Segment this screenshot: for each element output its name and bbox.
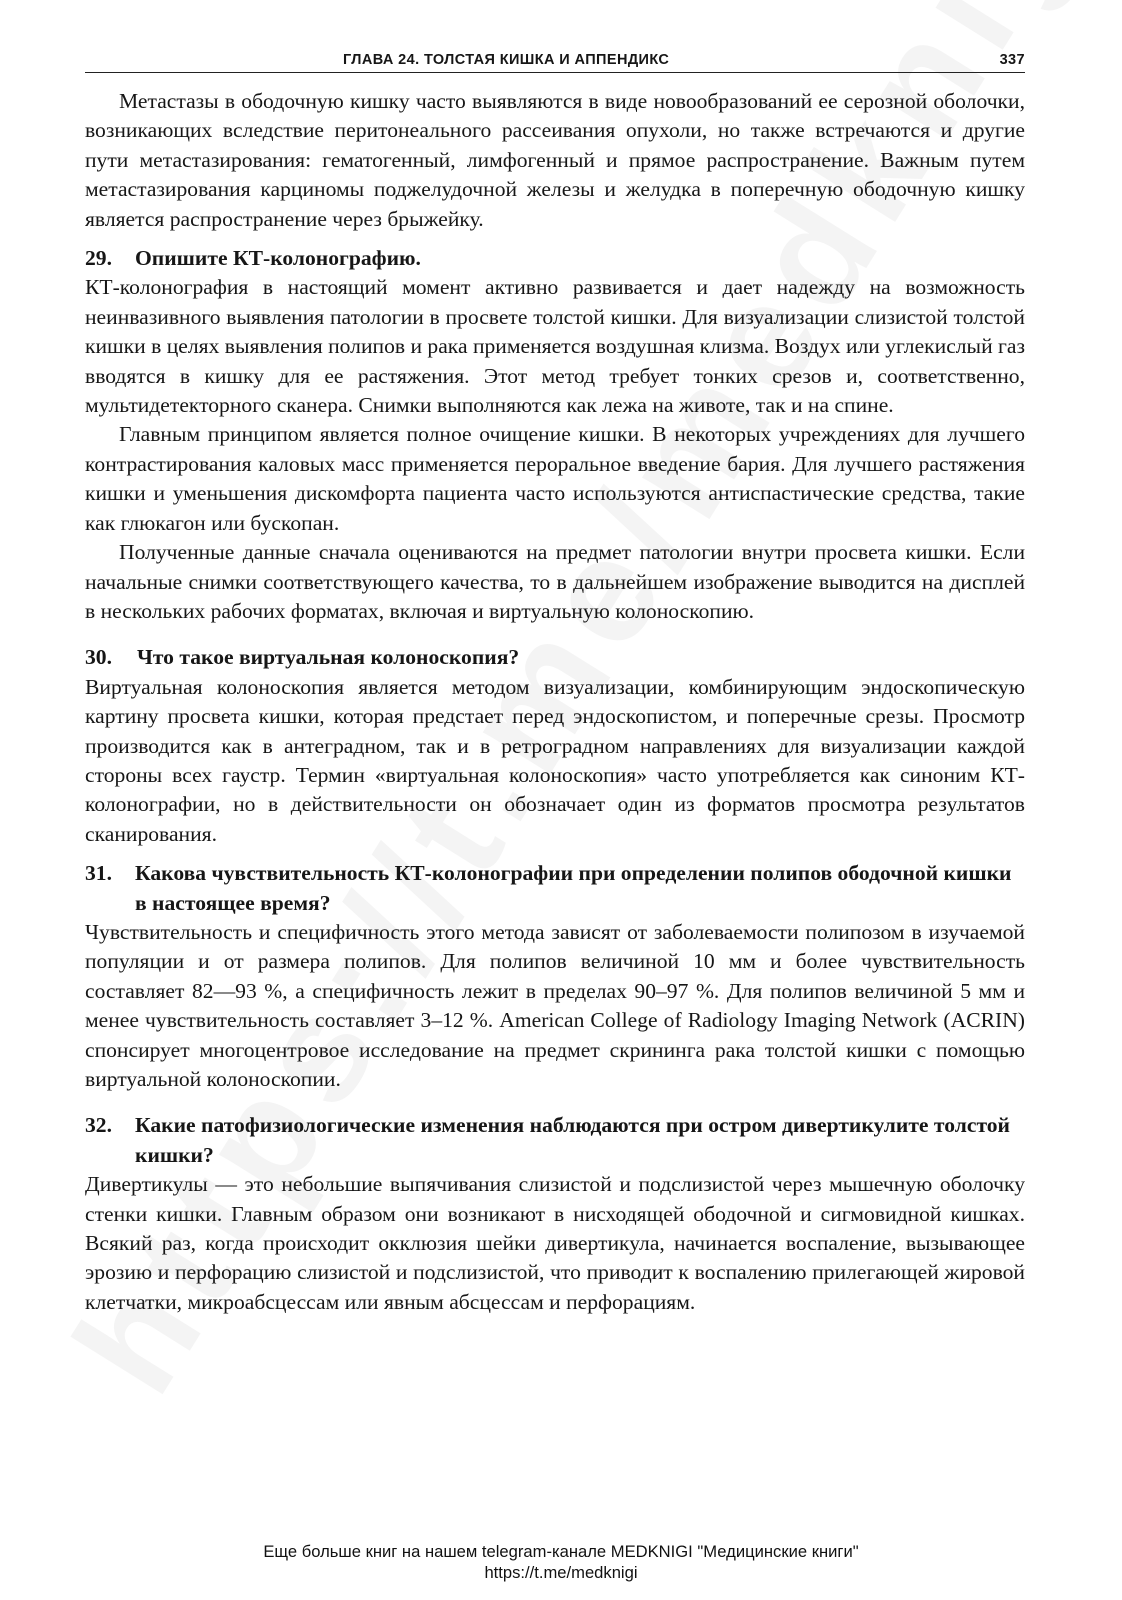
footer-promo-text: Еще больше книг на нашем telegram-канале MEDKNIGI "Медицинские книги" <box>263 1542 859 1561</box>
intro-paragraph: Метастазы в ободочную кишку часто выявляются в виде новообразований ее серозной оболочки, возникающих вследствие перитонеального рассеивания опухоли, но также встречаются и другие пути метастазирования: гематогенный, лимфогенный и прямое распространение. Важным путем метастазирования карциномы поджелудочной железы и желудка в поперечную ободочную кишку является распространение через брыжейку. <box>85 89 1025 231</box>
chapter-title: ГЛАВА 24. ТОЛСТАЯ КИШКА И АППЕНДИКС <box>343 52 670 68</box>
question-title: Что такое виртуальная колоноскопия? <box>137 645 520 670</box>
answer-29-paragraph-1: КТ-колонография в настоящий момент активно развивается и дает надежду на возможность неинвазивного выявления патологии в просвете толстой кишки. Для визуализации слизистой толстой кишки в целях выявления полипов и рака применяется воздушная клизма. Воздух или углекислый газ вводятся в кишку для ее растяжения. Этот метод требует тонких срезов и, соответственно, мультидетекторного сканера. Снимки выполняются как лежа на животе, так и на спине. <box>85 275 1025 418</box>
running-header <box>85 52 1025 73</box>
answer-29-paragraph-3: Полученные данные сначала оцениваются на предмет патологии внутри просвета кишки. Если начальные снимки соответствующего качества, то в дальнейшем изображение выводится на дисплей в нескольких рабочих форматах, включая и виртуальную колоноскопию. <box>85 540 1025 623</box>
question-title: Какова чувствительность КТ-колонографии при определении полипов ободочной кишки в настоящее время? <box>135 861 1012 915</box>
page-footer <box>0 1541 1122 1583</box>
book-page <box>85 52 1025 1317</box>
question-title: Какие патофизиологические изменения наблюдаются при остром дивертикулите толстой кишки? <box>135 1113 1010 1167</box>
question-title: Опишите КТ-колонографию. <box>135 246 421 271</box>
answer-30-paragraph-1: Виртуальная колоноскопия является методом визуализации, комбинирующим эндоскопическую картину просвета кишки, которая предстает перед эндоскопистом, и поперечные срезы. Просмотр производится как в антеградном, так и в ретроградном направлениях для визуализации каждой стороны всех гаустр. Термин «виртуальная колоноскопия» часто употребляется как синоним КТ-колонографии, но в действительности он обозначает один из форматов просмотра результатов сканирования. <box>85 674 1025 846</box>
question-32-heading <box>85 1111 1025 1170</box>
answer-29-paragraph-2: Главным принципом является полное очищение кишки. В некоторых учреждениях для лучшего контрастирования каловых масс применяется пероральное введение бария. Для лучшего растяжения кишки и уменьшения дискомфорта пациента часто используются антиспастические средства, такие как глюкагон или бускопан. <box>85 422 1025 535</box>
footer-telegram-link[interactable]: https://t.me/medknigi <box>484 1563 638 1582</box>
answer-32-paragraph-1: Дивертикулы — это небольшие выпячивания слизистой и подслизистой через мышечную оболочку стенки кишки. Главным образом они возникают в нисходящей ободочной и сигмовидной кишках. Всякий раз, когда происходит окклюзия шейки дивертикула, начинается воспаление, вызывающее эрозию и перфорацию слизистой и подслизистой, что приводит к воспалению прилегающей жировой клетчатки, микроабсцессам или явным абсцессам и перфорациям. <box>85 1172 1025 1314</box>
question-29-heading <box>85 244 1025 273</box>
question-number: 32. <box>85 1113 112 1138</box>
question-number: 29. <box>85 246 112 271</box>
question-number: 31. <box>85 861 112 886</box>
question-number: 30. <box>85 645 112 670</box>
answer-31-paragraph-1: Чувствительность и специфичность этого метода зависят от заболеваемости полипозом в изучаемой популяции и от размера полипов. Для полипов величиной 10 мм и более чувствительность составляет 82—93 %, а специфичность лежит в пределах 90–97 %. Для полипов величиной 5 мм и менее чувствительность составляет 3–12 %. American College of Radiology Imaging Network (ACRIN) спонсирует многоцентровое исследование на предмет скрининга рака толстой кишки с помощью виртуальной колоноскопии. <box>85 919 1025 1091</box>
question-31-heading <box>85 859 1025 918</box>
page-number: 337 <box>999 52 1025 68</box>
question-30-heading <box>85 643 1025 672</box>
